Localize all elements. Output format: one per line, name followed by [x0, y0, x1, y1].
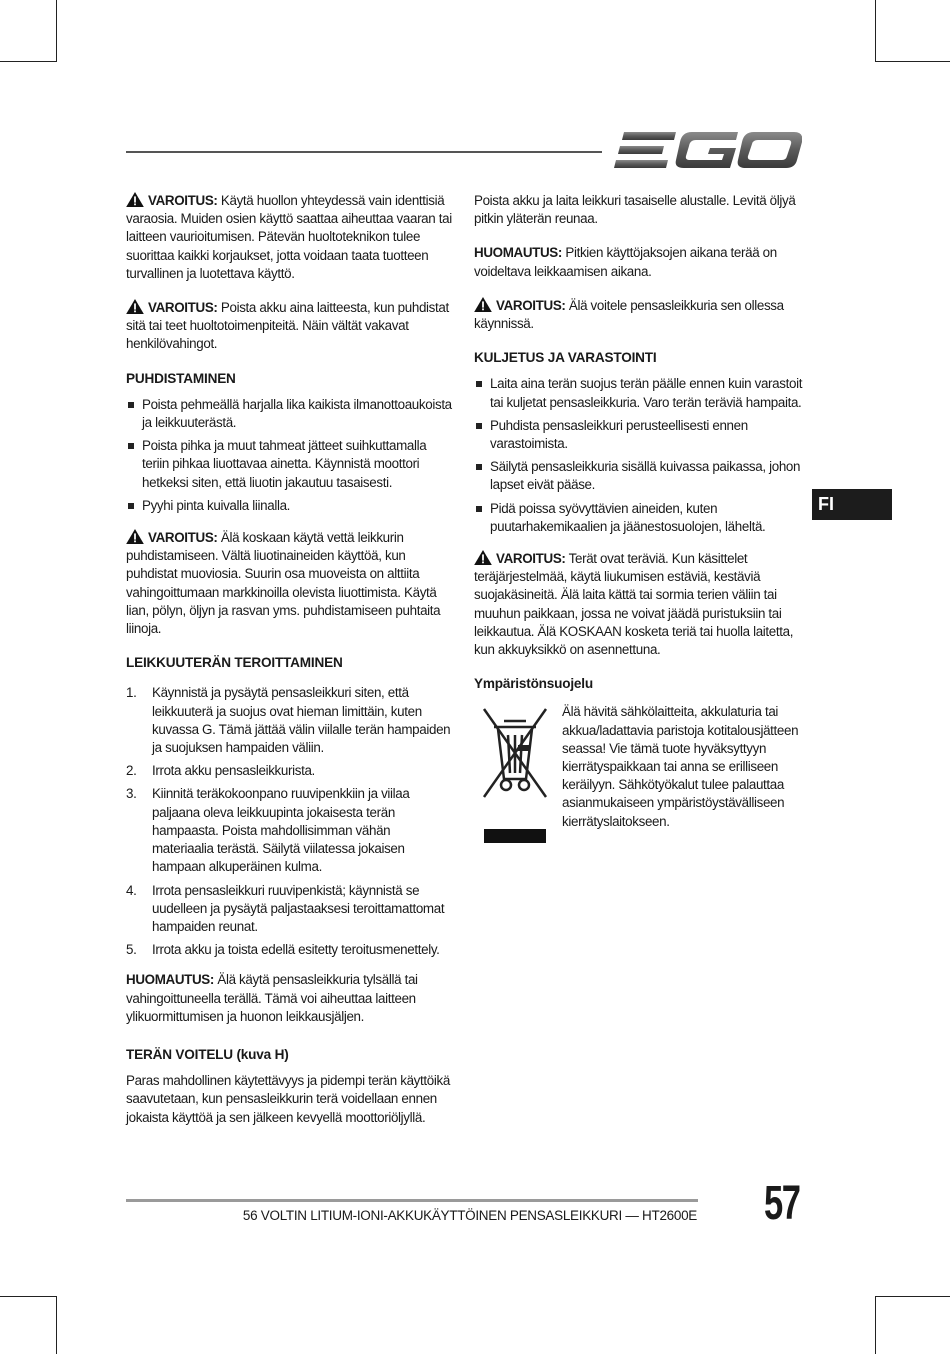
- warning-label: VAROITUS:: [148, 300, 218, 316]
- warning-label: VAROITUS:: [496, 551, 566, 567]
- warning-text: Älä voitele pensasleikkuria sen ollessa käynnissä.: [474, 297, 784, 332]
- list-item: 1. Käynnistä ja pysäytä pensasleikkuri siten, että leikkuuterä ja suojus ovat hieman limittäin, kuten kuvassa G. Tämä jättää välin viilalle terän hampaiden ja suojuksen hampaiden väliin.: [126, 685, 451, 756]
- warning-paragraph: [474, 550, 804, 659]
- warning-text: Älä koskaan käytä vettä leikkurin puhdistamiseen. Vältä liuotinaineiden käyttöä, kun puhdistat muoviosia. Suurin osa muoveista on alttiita vahingoittumaan markkinoilla olevista liuottimista. Käytä lian, pölyn, öljyn ja rasvan yms. puhdistamiseen puhtaita liinoja.: [126, 530, 441, 637]
- ego-logo: [614, 128, 802, 172]
- note-label: HUOMAUTUS:: [126, 972, 214, 988]
- left-column: [126, 192, 454, 1143]
- list-item: Poista pihka ja muut tahmeat jätteet suihkuttamalla teriin pihkaa liuottavaa ainetta. Käynnistä moottori hetkeksi siten, että liuotin jakautuu tasaisesti.: [126, 437, 454, 492]
- transport-list: [474, 375, 804, 536]
- note-paragraph: [126, 971, 454, 1026]
- body-paragraph: Poista akku ja laita leikkuri tasaiselle alustalle. Levitä öljyä pitkin yläterän reunaa.: [474, 193, 796, 227]
- warning-triangle-icon: [474, 297, 492, 312]
- bullet-square-icon: [128, 402, 134, 408]
- separate-collection-bar: [484, 829, 546, 843]
- warning-text: Käytä huollon yhteydessä vain identtisiä varaosia. Muiden osien käyttö saattaa aiheuttaa vaaran tai laitteen vaurioitumisen. Pätevän huoltoteknikon tulee suorittaa kaikki korjaukset, jotta voidaan taata tuotteen turvallinen ja luotettava käyttö.: [126, 193, 452, 281]
- section-heading-sharpening: LEIKKUUTERÄN TEROITTAMINEN: [126, 655, 343, 671]
- environment-block: [474, 703, 804, 833]
- list-item: 2. Irrota akku pensasleikkurista.: [126, 763, 315, 779]
- bullet-square-icon: [476, 423, 482, 429]
- warning-text: Poista akku aina laitteesta, kun puhdistat sitä tai teet huoltotoimenpiteitä. Näin vältät vakavat henkilövahingot.: [126, 300, 449, 352]
- bullet-square-icon: [476, 506, 482, 512]
- note-text: Pitkien käyttöjaksojen aikana terää on voideltava leikkaamisen aikana.: [474, 245, 777, 279]
- section-heading-cleaning: PUHDISTAMINEN: [126, 370, 236, 386]
- list-item: 4. Irrota pensasleikkuri ruuvipenkistä; käynnistä se uudelleen ja pysäytä paljastaaksesi teroittamattomat hampaiden reunat.: [126, 882, 445, 934]
- warning-label: VAROITUS:: [148, 530, 218, 546]
- crop-mark: [0, 61, 57, 62]
- bullet-square-icon: [128, 503, 134, 509]
- bullet-square-icon: [476, 381, 482, 387]
- environment-text: Älä hävitä sähkölaitteita, akkulaturia tai akkua/ladattavia paristoja kotitalousjätteen seassa! Vie tämä tuote hyväksyttyyn kierrätyspaikkaan tai anna se erilliseen keräilyyn. Sähkötyökalut tulee palauttaa asianmukaiseen ympäristöystävälliseen kierrätyslaitokseen.: [562, 704, 799, 829]
- section-heading-lubrication: TERÄN VOITELU (kuva H): [126, 1046, 289, 1062]
- warning-paragraph: [126, 192, 454, 283]
- crop-mark: [875, 61, 950, 62]
- list-item: Poista pehmeällä harjalla lika kaikista ilmanottoaukoista ja leikkuuterästä.: [126, 396, 454, 432]
- note-paragraph: [474, 244, 804, 280]
- warning-triangle-icon: [474, 550, 492, 565]
- list-item: Laita aina terän suojus terän päälle ennen kuin varastoit tai kuljetat pensasleikkuria. Varo terän teräviä hampaita.: [474, 375, 804, 411]
- right-column: [474, 192, 804, 833]
- footer-rule: [126, 1199, 698, 1202]
- warning-text: Terät ovat teräviä. Kun käsittelet teräjärjestelmää, käytä liukumisen estäviä, kestäviä suojakäsineitä. Älä laita kättä tai sormia terien väliin tai muuhun paikkaan, jossa ne voivat jäädä puristuksiin tai leikkautua. Älä KOSKAAN kosketa teriä tai huolla laitetta, kun akkuyksikkö on asennettuna.: [474, 551, 794, 658]
- note-text: Älä käytä pensasleikkuria tylsällä tai vahingoittuneella terällä. Tämä voi aiheuttaa laitteen ylikuormittumisen ja huonon leikkausjäljen.: [126, 972, 418, 1024]
- crop-mark: [875, 1296, 876, 1354]
- warning-triangle-icon: [126, 299, 144, 314]
- warning-triangle-icon: [126, 529, 144, 544]
- warning-paragraph: [126, 529, 454, 638]
- list-item: Pidä poissa syövyttävien aineiden, kuten puutarhakemikaalien ja jäänestosuolojen, läheltä.: [474, 500, 804, 536]
- note-label: HUOMAUTUS:: [474, 245, 562, 261]
- crop-mark: [0, 1296, 57, 1297]
- list-item: Säilytä pensasleikkuria sisällä kuivassa paikassa, johon lapset eivät pääse.: [474, 458, 804, 494]
- warning-triangle-icon: [126, 192, 144, 207]
- bullet-square-icon: [476, 464, 482, 470]
- warning-paragraph: [126, 299, 454, 354]
- crop-mark: [875, 1296, 950, 1297]
- lubrication-text: Paras mahdollinen käytettävyys ja pidempi terän käyttöikä saavutetaan, kun pensasleikkurin terä voidellaan ennen jokaista käyttöä ja sen jälkeen kevyellä moottoriöljyllä.: [126, 1073, 450, 1125]
- warning-paragraph: [474, 297, 804, 333]
- section-heading-environment: Ympäristönsuojelu: [474, 676, 593, 692]
- bullet-square-icon: [128, 443, 134, 449]
- crop-mark: [56, 1296, 57, 1354]
- sharpening-steps: [126, 684, 454, 959]
- list-item: 5. Irrota akku ja toista edellä esitetty teroitusmenettely.: [126, 942, 440, 958]
- warning-label: VAROITUS:: [496, 297, 566, 313]
- section-heading-transport: KULJETUS JA VARASTOINTI: [474, 350, 657, 366]
- header-rule: [126, 151, 602, 153]
- cleaning-list: [126, 396, 454, 515]
- page-number: 57: [764, 1177, 800, 1230]
- language-tab: FI: [812, 489, 892, 520]
- list-item: Puhdista pensasleikkuri perusteellisesti ennen varastoimista.: [474, 417, 804, 453]
- crop-mark: [56, 0, 57, 62]
- warning-label: VAROITUS:: [148, 193, 218, 208]
- list-item: Pyyhi pinta kuivalla liinalla.: [126, 497, 454, 515]
- list-item: 3. Kiinnitä teräkokoonpano ruuvipenkkiin ja viilaa paljaana oleva leikkuupinta jokaisesta terän hampaasta. Poista mahdollisimman vähän materiaalia terästä. Säilytä viilatessa jokaisen hampaan alkuperäinen kulma.: [126, 786, 410, 875]
- crossed-bin-icon: [482, 707, 548, 807]
- footer-title: 56 VOLTIN LITIUM-IONI-AKKUKÄYTTÖINEN PENSASLEIKKURI — HT2600E: [242, 1208, 697, 1223]
- crop-mark: [875, 0, 876, 62]
